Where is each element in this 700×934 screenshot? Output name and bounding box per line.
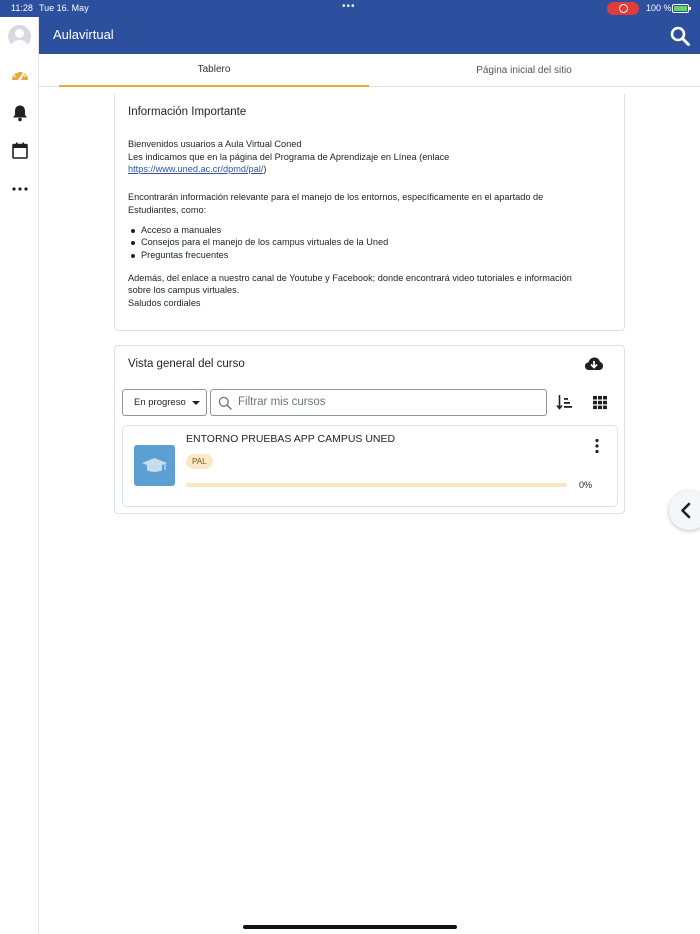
calendar-icon[interactable] xyxy=(9,140,30,161)
screen-recording-icon[interactable] xyxy=(607,2,639,15)
course-overview-title: Vista general del curso xyxy=(128,358,245,370)
gauge-icon[interactable] xyxy=(9,64,30,85)
tab-bar xyxy=(39,54,700,87)
info-block-title: Información Importante xyxy=(128,106,247,118)
course-card[interactable] xyxy=(122,425,618,507)
info-closing: Saludos cordiales xyxy=(128,298,201,308)
info-text-line: Encontrarán información relevante para el manejo de los entornos, específicamente en el apartado de xyxy=(128,192,544,202)
pal-link[interactable]: https://www.uned.ac.cr/dpmd/pal/ xyxy=(128,164,264,174)
info-text-line: Estudiantes, como: xyxy=(128,205,207,215)
tab-tablero[interactable]: Tablero xyxy=(59,54,369,87)
info-block xyxy=(114,94,625,331)
info-link-line xyxy=(128,163,266,176)
info-link-suffix: ) xyxy=(263,164,267,174)
more-icon[interactable] xyxy=(9,178,30,199)
course-progress-text: 0% xyxy=(579,480,593,490)
bullet-dot xyxy=(131,229,135,233)
tab-pagina-inicial[interactable]: Página inicial del sitio xyxy=(476,65,572,76)
status-bar xyxy=(0,0,700,17)
battery-icon xyxy=(672,4,689,13)
sort-icon[interactable] xyxy=(556,393,574,411)
course-progress-bar xyxy=(186,483,567,487)
list-item: Acceso a manuales xyxy=(141,225,222,235)
status-date: Tue 16. May xyxy=(39,3,89,13)
bell-icon[interactable] xyxy=(9,102,30,123)
search-icon xyxy=(218,396,232,410)
multitasking-dots-icon[interactable]: ••• xyxy=(342,1,356,12)
course-category-badge: PAL xyxy=(186,454,213,469)
info-text-line: Bienvenidos usuarios a Aula Virtual Coned xyxy=(128,139,302,149)
battery-percentage: 100 % xyxy=(646,3,672,13)
caret-down-icon xyxy=(192,401,200,405)
course-image[interactable] xyxy=(134,445,175,486)
bullet-dot xyxy=(131,254,135,258)
home-indicator[interactable] xyxy=(243,925,457,929)
grid-view-icon[interactable] xyxy=(592,395,608,410)
cloud-download-icon[interactable] xyxy=(584,356,604,372)
list-item: Preguntas frecuentes xyxy=(141,250,229,260)
course-name[interactable]: ENTORNO PRUEBAS APP CAMPUS UNED xyxy=(186,433,396,445)
info-text-line: Además, del enlace a nuestro canal de Youtube y Facebook; donde encontrará video tutoriales e información xyxy=(128,273,572,283)
sidebar xyxy=(0,17,39,934)
course-overview-block xyxy=(114,345,625,514)
kebab-menu-icon[interactable] xyxy=(593,438,601,454)
bullet-dot xyxy=(131,241,135,245)
info-text-line: Les indicamos que en la página del Programa de Aprendizaje en Línea (enlace xyxy=(128,152,450,162)
search-icon[interactable] xyxy=(669,25,691,47)
course-filter-value: En progreso xyxy=(134,397,186,408)
status-time: 11:28 xyxy=(11,3,33,13)
course-search-placeholder: Filtrar mis cursos xyxy=(238,396,326,408)
block-drawer-toggle[interactable] xyxy=(669,491,700,530)
course-search-input[interactable] xyxy=(210,389,547,416)
course-filter-select[interactable] xyxy=(122,389,207,416)
user-avatar-icon[interactable] xyxy=(8,25,31,48)
list-item: Consejos para el manejo de los campus virtuales de la Uned xyxy=(141,237,389,247)
info-text-line: sobre los campus virtuales. xyxy=(128,285,240,295)
app-title: Aulavirtual xyxy=(53,27,114,42)
